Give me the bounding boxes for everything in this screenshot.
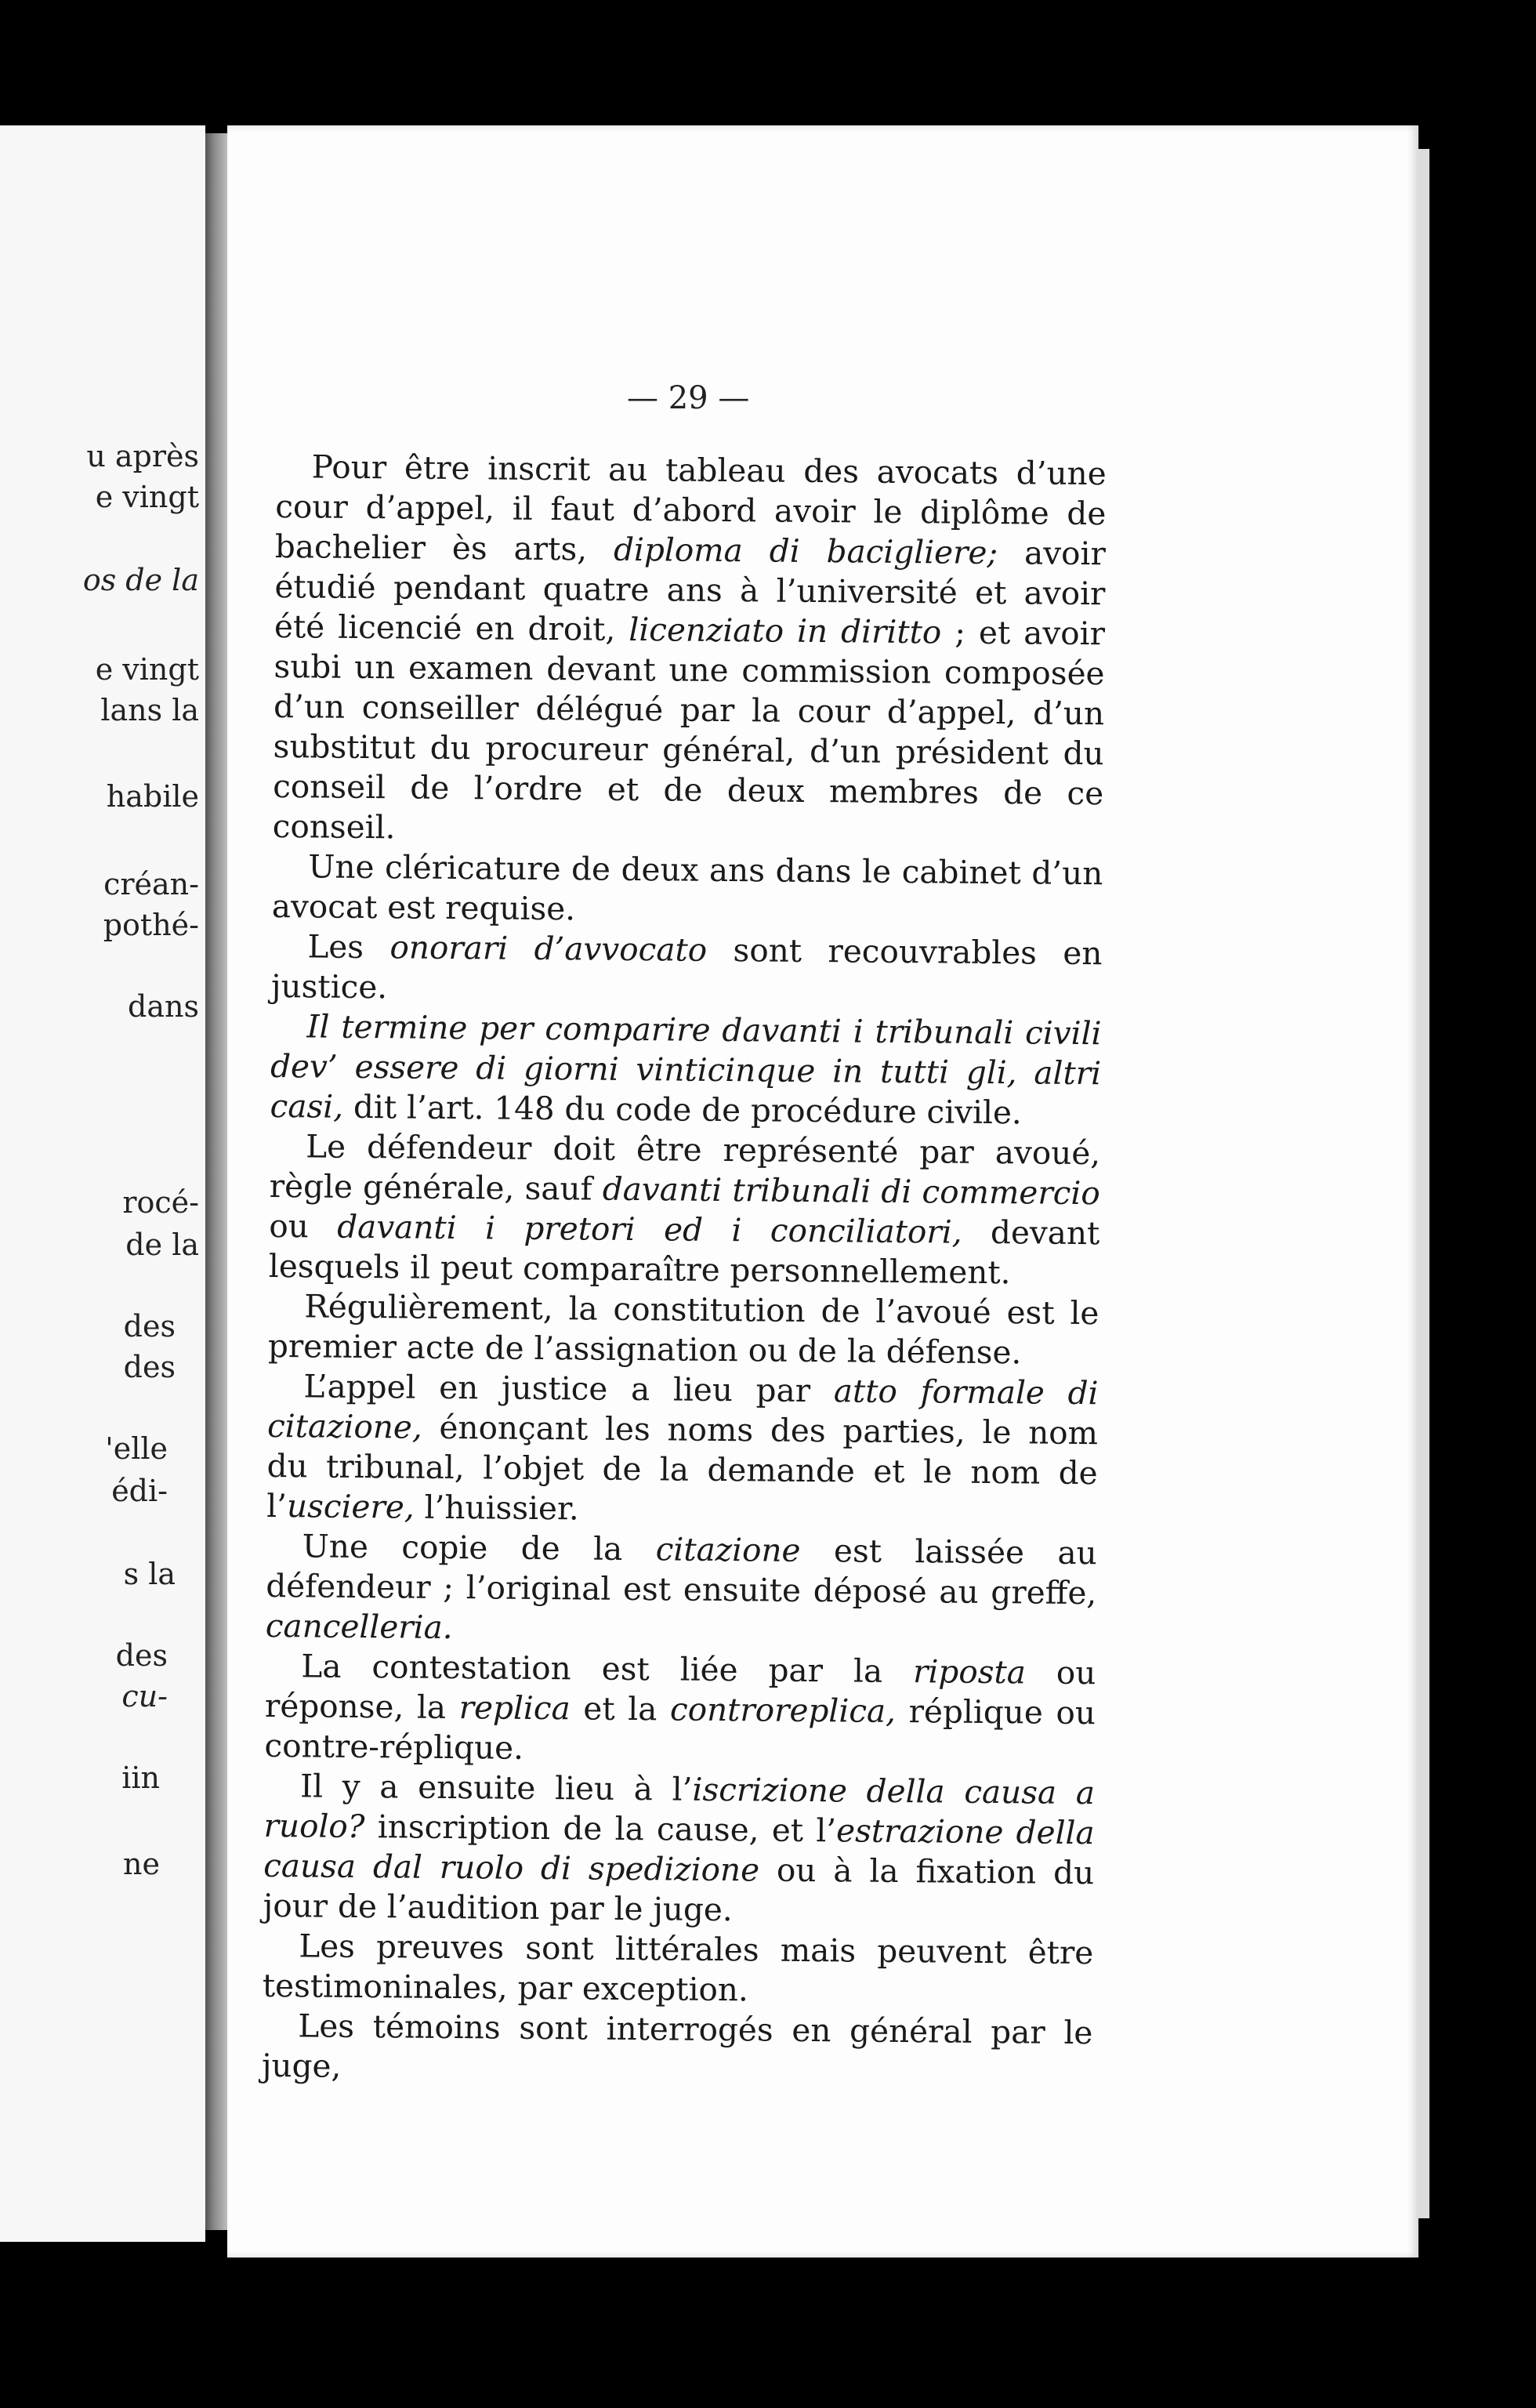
- text-run: Pour être inscrit au tableau des avocats d’une cour d’appel, il faut d’abord avoir le diplôme de bachelier ès arts,: [274, 448, 1107, 568]
- paragraph: [266, 1366, 1099, 1533]
- text-run: ou à la fixation du jour de l’audition par le juge.: [263, 1851, 1095, 1929]
- italic-term: Il termine per comparire davanti i tribunali civili dev’ essere di giorni vinticinque in tutti gli, altri casi,: [270, 1007, 1102, 1126]
- left-page-text-fragment: u après: [86, 439, 199, 473]
- italic-term: atto formale di citazione,: [266, 1372, 1099, 1446]
- text-run: réplique ou contre-réplique.: [264, 1692, 1096, 1767]
- italic-term: usciere,: [286, 1487, 415, 1526]
- italic-term: onorari d’avvocato: [389, 928, 708, 969]
- text-run: sont recouvrables en justice.: [270, 930, 1103, 1006]
- text-run: Les témoins sont interrogés en général par le juge,: [261, 2007, 1093, 2085]
- italic-term: citazione: [655, 1530, 801, 1569]
- left-page-text-fragment: dans: [128, 989, 199, 1024]
- left-page-text-fragment: s la: [123, 1557, 176, 1591]
- italic-term: estrazione della causa dal ruolo di spedizione: [263, 1811, 1095, 1889]
- italic-term: davanti tribunali di commercio: [602, 1170, 1100, 1213]
- left-page-text-fragment: des: [123, 1309, 176, 1344]
- paragraph: [269, 1126, 1101, 1293]
- italic-term: controreplica,: [669, 1690, 897, 1730]
- left-page-text-fragment: de la: [125, 1228, 199, 1262]
- italic-term: davanti i pretori ed i conciliatori,: [337, 1207, 962, 1251]
- left-page-text-fragment: habile: [106, 779, 199, 814]
- left-page-text-fragment: lans la: [100, 693, 199, 727]
- italic-term: cancelleria.: [265, 1606, 453, 1647]
- text-run: Il y a ensuite lieu à l’: [299, 1767, 693, 1808]
- left-page-text-fragment: e vingt: [95, 652, 199, 687]
- paragraph: [266, 1526, 1097, 1653]
- text-run: L’appel en justice a lieu par: [303, 1367, 835, 1410]
- paragraph: [264, 1646, 1096, 1773]
- text-run: Les preuves sont littérales mais peuvent être testimoninales, par exception.: [262, 1927, 1094, 2009]
- page-number: — 29 —: [627, 380, 750, 416]
- text-run: inscription de la cause, et l’: [364, 1808, 837, 1850]
- paragraph: [273, 447, 1107, 854]
- book-gutter: [205, 133, 227, 2230]
- text-run: Une cléricature de deux ans dans le cabinet d’un avocat est requise.: [271, 847, 1103, 928]
- body-text: [262, 447, 1107, 2093]
- text-run: Une copie de la: [302, 1527, 656, 1568]
- text-run: est laissée au défendeur ; l’original est ensuite déposé au greffe,: [266, 1531, 1097, 1612]
- paragraph: [271, 927, 1103, 1014]
- text-run: Le défendeur doit être représenté par avoué, règle générale, sauf: [269, 1127, 1101, 1208]
- page-edge: [1418, 149, 1429, 2218]
- text-run: et la: [570, 1689, 671, 1728]
- paragraph: [270, 1006, 1101, 1133]
- left-page-text-fragment: des: [123, 1350, 176, 1384]
- text-run: avoir étudié pendant quatre ans à l’université et avoir été licencié en droit,: [274, 534, 1107, 648]
- left-page-text-fragment: des: [115, 1638, 168, 1673]
- left-page-text-fragment: créan-: [103, 867, 199, 901]
- text-run: énonçant les noms des parties, le nom du tribunal, l’objet de la demande et le nom de l’: [266, 1408, 1099, 1525]
- text-run: ou: [269, 1206, 338, 1246]
- paragraph: [262, 2006, 1093, 2093]
- left-page-text-fragment: cu-: [121, 1679, 168, 1714]
- paragraph: [268, 1286, 1099, 1373]
- paragraph: [272, 847, 1103, 934]
- left-page-text-fragment: pothé-: [103, 908, 199, 942]
- left-page-text-fragment: os de la: [82, 563, 199, 597]
- text-run: Régulièrement, la constitution de l’avoué est le premier acte de l’assignation ou de la défense.: [267, 1287, 1099, 1372]
- italic-term: riposta: [912, 1652, 1027, 1692]
- text-run: devant lesquels il peut comparaître personnellement.: [268, 1213, 1100, 1292]
- text-run: ; et avoir subi un examen devant une commission composée d’un conseiller délégué par la cour d’appel, d’un substitut du procureur général, d’un président du conseil de l’ordre et de deux membres de ce conseil.: [272, 613, 1106, 847]
- text-run: dit l’art. 148 du code de procédure civile.: [342, 1087, 1023, 1132]
- paragraph: [263, 1766, 1096, 1933]
- text-run: La contestation est liée par la: [301, 1647, 914, 1691]
- italic-term: replica: [458, 1688, 571, 1728]
- paragraph: [263, 1926, 1094, 2013]
- text-run: l’huissier.: [414, 1488, 580, 1528]
- left-page-text-fragment: édi-: [111, 1474, 168, 1508]
- italic-term: licenziato in diritto: [629, 610, 942, 651]
- left-page-text-fragment: e vingt: [95, 480, 199, 514]
- text-run: ou réponse, la: [264, 1653, 1096, 1727]
- italic-term: iscrizione della causa a ruolo?: [263, 1770, 1096, 1846]
- italic-term: diploma di bacigliere;: [613, 530, 998, 572]
- left-page-text-fragment: 'elle: [105, 1431, 168, 1466]
- left-page-text-fragment: iin: [121, 1761, 160, 1795]
- left-page-text-fragment: rocé-: [122, 1185, 199, 1220]
- left-facing-page: [0, 125, 205, 2242]
- left-page-text-fragment: ne: [123, 1847, 160, 1881]
- text-run: Les: [307, 927, 390, 966]
